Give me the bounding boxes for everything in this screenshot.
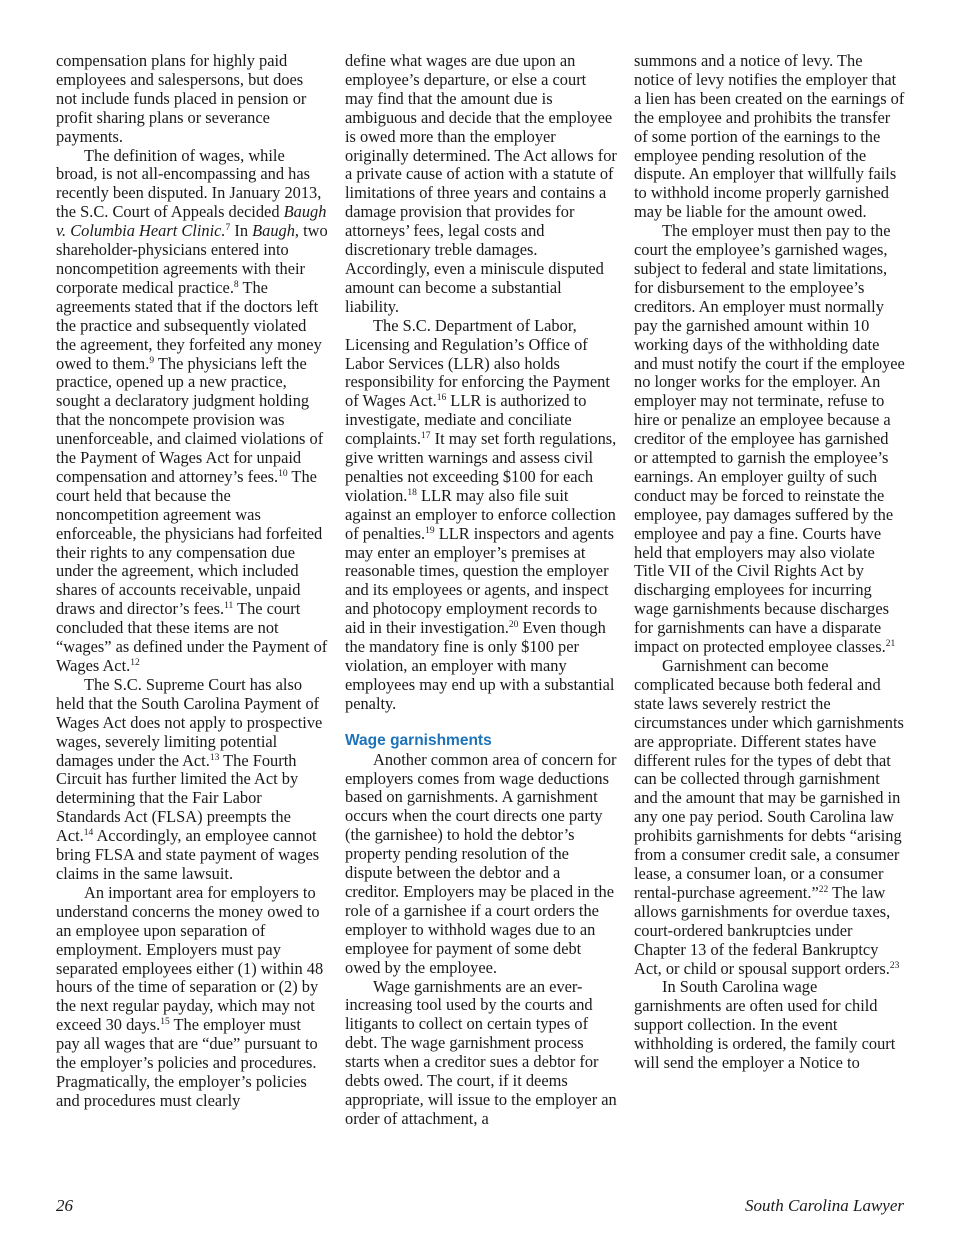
footnote-ref: 14 <box>83 828 94 839</box>
text-column-3 <box>634 52 906 1073</box>
footnote-ref: 12 <box>130 658 140 668</box>
footnote-ref: 13 <box>209 752 220 763</box>
paragraph: The S.C. Department of Labor, Licensing and Regulation’s Office of Labor Services (LLR) also holds responsibility for enforcing the Payment of Wages Act.$^{16}$ LLR is authorized to investigate, mediate and conciliate complaints.$^{17}$ It may set forth regulations, give written warnings and assess civil penalties not exceeding $100 for each violation.$^{18}$ LLR may also file suit against an employer to enforce collection of penalties.$^{19}$ LLR inspectors and agents may enter an employer’s premises at reasonable times, question the employer and its employees or agents, and inspect and photocopy employment records to aid in their investigation.$^{20}$ Even though the mandatory fine is only $100 per violation, an employer with many employees may end up with a substantial penalty. <box>345 315 617 713</box>
paragraph: The definition of wages, while broad, is not all-encompassing and has recently been disputed. In January 2013, the S.C. Court of Appeals decided Baugh v. Columbia Heart Clinic.$^7$ In Baugh, two shareholder-physicians entered into noncompetition agreements with their corporate medical practice.$^8$ The agreements stated that if the doctors left the practice and subsequently violated the agreement, they forfeited any money owed to them.$^9$ The physicians left the practice, opened up a new practice, sought a declaratory judgment holding that the noncompete provision was unenforceable, and claimed violations of the Payment of Wages Act for unpaid compensation and attorney’s fees.$^{10}$ The court held that because the noncompetition agreement was enforceable, the physicians had forfeited their rights to any compensation due under the agreement, which included shares of accounts receivable, unpaid draws and director’s fees.$^{11}$ The court concluded that these items are not “wages” as defined under the Payment of Wages Act.$^{12}$ <box>56 145 328 675</box>
case-citation: Baugh v. Columbia Heart Clinic. <box>56 202 327 241</box>
footnote-ref: 20 <box>508 620 519 631</box>
paragraph: The S.C. Supreme Court has also held that the South Carolina Payment of Wages Act does not apply to prospective wages, severely limiting potential damages under the Act.$^{13}$ The Fourth Circuit has further limited the Act by determining that the Fair Labor Standards Act (FLSA) preempts the Act.$^{14}$ Accordingly, an employee cannot bring FLSA and state payment of wages claims in the same lawsuit. <box>56 674 323 883</box>
footnote-ref: 21 <box>885 639 896 650</box>
text-column-2 <box>345 52 617 1129</box>
footnote-ref: 23 <box>889 960 900 971</box>
paragraph: summons and a notice of levy. The notice of levy notifies the employer that a lien has been created on the earnings of the employee and prohibits the transfer of some portion of the earnings to the employee pending resolution of the dispute. An employer that willfully fails to withhold income properly garnished may be liable for the amount owed. <box>634 51 905 222</box>
footnote-ref: 10 <box>278 468 288 479</box>
footnote-ref: 9 <box>149 355 155 366</box>
paragraph: Garnishment can become complicated because both federal and state laws severely restrict the circumstances under which garnishments are appropriate. Different states have different rules for the types of debt that can be collected through garnishment and the amount that may be garnished in any one pay period. South Carolina law prohibits garnishments for debts “arising from a consumer credit sale, a consumer lease, a consumer loan, or a consumer rental-purchase agreement.”$^{22}$ The law allows garnishments for overdue taxes, court-ordered bankruptcies under Chapter 13 of the federal Bankruptcy Act, or child or spousal support orders.$^{23}$ <box>634 656 904 978</box>
paragraph: The employer must then pay to the court the employee’s garnished wages, subject to federal and state limitations, for disbursement to the employee’s creditors. An employer must normally pay the garnished amount within 10 working days of the withholding date and must notify the court if the employee no longer works for the employer. An employer may not terminate, refuse to hire or penalize an employee because a creditor of the employee has garnished or attempted to garnish the employee’s earnings. An employer guilty of such conduct may be forced to reinstate the employee, pay damages suffered by the employee and pay a fine. Courts have held that employers may also violate Title VII of the Civil Rights Act by discharging employees for incurring wage garnishments because discharges for garnishments can have a disparate impact on protected employee classes.$^{21}$ <box>634 221 905 657</box>
text-column-1 <box>56 52 328 1111</box>
footnote-ref: 15 <box>160 1017 170 1028</box>
footnote-ref: 18 <box>407 487 417 498</box>
paragraph: An important area for employers to understand concerns the money owed to an employee upon separation of employment. Employers must pay separated employees either (1) within 48 hours of the time of separation or (2) by the next regular payday, which may not exceed 30 days.$^{15}$ The employer must pay all wages that are “due” pursuant to the employer’s policies and procedures. Pragmatically, the employer’s policies and procedures must clearly <box>56 882 324 1110</box>
paragraph: define what wages are due upon an employee’s departure, or else a court may find that the amount due is ambiguous and decide that the employee is owed more than the employer originally determined. The Act allows for a private cause of action with a statute of limitations of three years and contains a damage provision that provides for attorneys’ fees, legal costs and discretionary treble damages. Accordingly, even a miniscule disputed amount can become a substantial liability. <box>345 51 617 316</box>
paragraph: Wage garnishments are an ever-increasing tool used by the courts and litigants to collect on certain types of debt. The wage garnishment process starts when a creditor sues a debtor for debts owed. The court, if it deems appropriate, will issue to the employer an order of attachment, a <box>345 976 617 1128</box>
page-number: 26 <box>56 1196 73 1215</box>
paragraph: Another common area of concern for employers comes from wage deductions based on garnishments. A garnishment occurs when the court directs one party (the garnishee) to hold the debtor’s property pending resolution of the dispute between the debtor and a creditor. Employers may be placed in the role of a garnishee if a court orders the employer to withhold wages due to an employee for payment of some debt owed by the employee. <box>345 749 617 977</box>
footnote-ref: 16 <box>436 393 447 404</box>
footnote-ref: 7 <box>225 223 231 234</box>
publication-name: South Carolina Lawyer <box>745 1196 904 1215</box>
footnote-ref: 19 <box>425 525 435 536</box>
footnote-ref: 22 <box>818 884 829 895</box>
section-heading: Wage garnishments <box>345 731 492 749</box>
footnote-ref: 17 <box>421 431 431 442</box>
paragraph: In South Carolina wage garnishments are often used for child support collection. In the event withholding is ordered, the family court will send the employer a Notice to <box>634 977 896 1073</box>
footnote-ref: 8 <box>233 279 239 290</box>
paragraph: compensation plans for highly paid employees and salespersons, but does not include funds placed in pension or profit sharing plans or severance payments. <box>56 51 307 146</box>
case-name: Baugh <box>252 221 295 241</box>
footnote-ref: 11 <box>224 601 234 612</box>
